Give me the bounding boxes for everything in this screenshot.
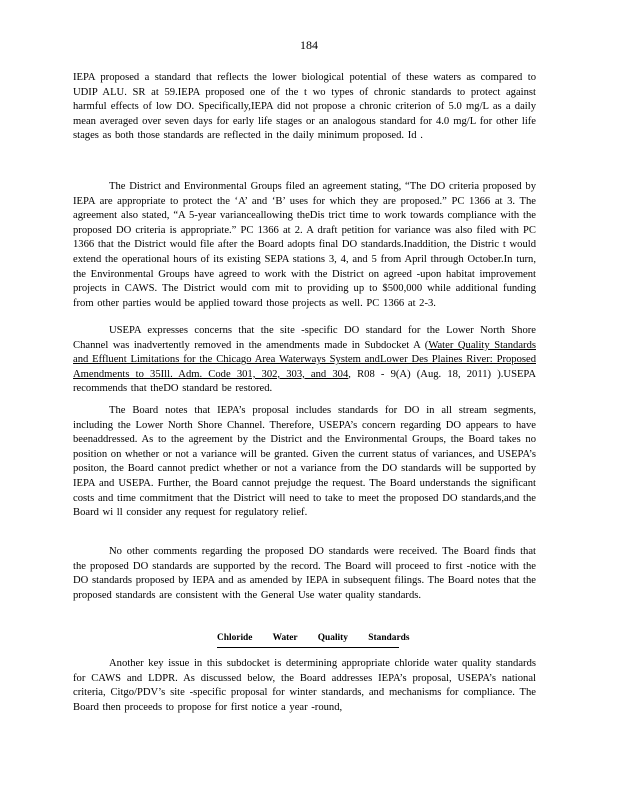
paragraph-no-other-comments: No other comments regarding the proposed DO standards were received. The Board finds that the proposed DO standards are supported by the record. The Board will proceed to first -notice with the DO standards proposed by IEPA and as amended by IEPA in subsequent filings. The Board notes that the proposed standards are consistent with the General Use water quality standards.	[73, 546, 536, 601]
page-number: 184	[300, 38, 318, 52]
paragraph-dissolved-oxygen-proposal: IEPA proposed a standard that reflects the lower biological potential of these waters as compared to UDIP ALU. SR at 59.IEPA proposed one of the t wo types of chronic standards to protect against harmful effects of low DO. Specifically,IEPA did not propose a chronic criterion of 5.0 mg/L as a daily mean averaged over seven days for early life stages or an analogous standard for 4.0 mg/L for other life stages as both those standards are reflected in the daily minimum proposed. Id .	[73, 72, 536, 142]
section-heading-chloride: Chloride Water Quality Standards	[217, 631, 399, 648]
usepa-concerns-text-start: USEPA expresses concerns that the site -specific DO standard for the Lower North Shore Channel was inadvertently removed in the amendments made in Subdocket A (	[73, 325, 536, 351]
usepa-concerns-text-end: , R08 - 9(A) (Aug. 18, 2011) ).USEPA recommends that theDO standard be restored.	[73, 368, 537, 395]
paragraph-chloride-standards: Another key issue in this subdocket is determining appropriate chloride water quality standards for CAWS and LDPR. As discussed below, the Board addresses IEPA’s proposal, USEPA’s national criteria, Citgo/PDV’s site -specific proposal for winter standards, and mechanisms for compliance. The Board then proceeds to propose for first notice a year -round,	[73, 658, 536, 713]
paragraph-board-notes: The Board notes that IEPA’s proposal includes standards for DO in all stream segments, including the Lower North Shore Channel. Therefore, USEPA’s concern regarding DO appears to have beenaddressed. As to the agreement by the District and the Environmental Groups, the Board takes no position on whether or not a variance will be granted. Given the current status of variances, and USEPA’s positon, the Board cannot predict whether or not a variance from the DO standards will be supported by IEPA and USEPA. Further, the Board cannot prejudge the request. The Board understands the significant costs and time commitment that the District will need to take to meet the proposed DO standards,and the Board wi ll consider any request for regulatory relief.	[73, 405, 536, 519]
paragraph-district-agreement: The District and Environmental Groups filed an agreement stating, “The DO criteria proposed by IEPA are appropriate to protect the ‘A’ and ‘B’ uses for which they are proposed.” PC 1366 at 3. The agreement also stated, “A 5-year varianceallowing theDis trict time to work towards compliance with the proposed DO criteria is appropriate.” PC 1366 at 2. A draft petition for variance was also filed with PC 1366 that the District would file after the Board adopts final DO standards.Inaddition, the Distric t would extend the operational hours of its existing SEPA stations 3, 4, and 5 from April through October.In turn, the Environmental Groups have agreed to work with the District on agreed -upon habitat improvement projects in CAWS. The District would com mit to providing up to $500,000 while additional funding from other parties would be applied toward those projects as well. PC 1366 at 2-3.	[73, 181, 536, 309]
paragraph-usepa-concerns	[73, 324, 536, 397]
case-title-reference: Water Quality Standards and Effluent Limitations for the Chicago Area Waterways System andLower Des Plaines River: Proposed Amendments to 35Ill. Adm. Code 301, 302, 303, and 304	[73, 339, 536, 380]
